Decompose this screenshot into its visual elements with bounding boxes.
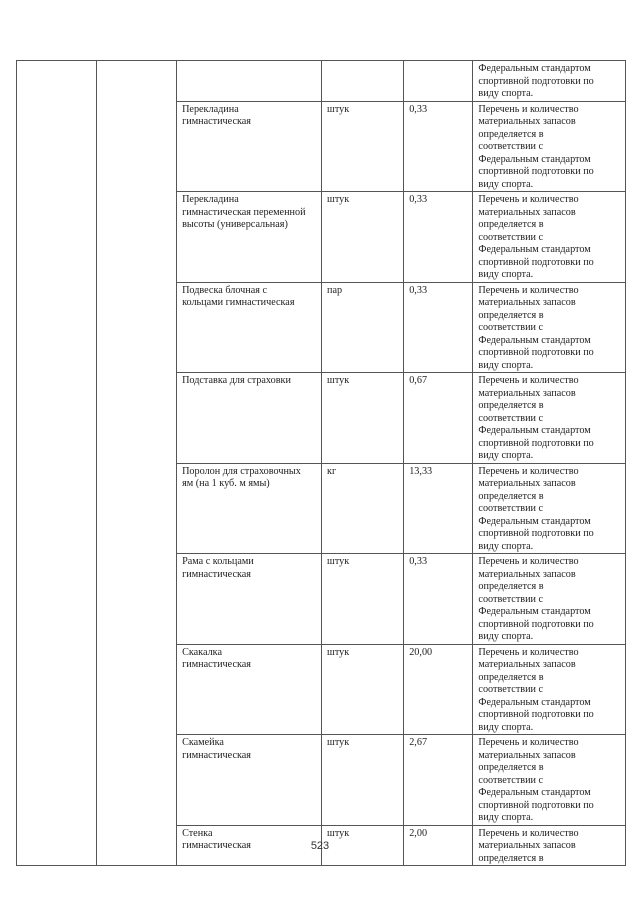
item-name-cell: Подвеска блочная с кольцами гимнастическая bbox=[177, 282, 322, 373]
merged-cell-col2 bbox=[97, 61, 177, 866]
unit-cell: кг bbox=[322, 463, 404, 554]
item-name-cell: Скакалка гимнастическая bbox=[177, 644, 322, 735]
quantity-cell: 0,33 bbox=[404, 554, 473, 645]
item-name-cell: Поролон для страховочных ям (на 1 куб. м ямы) bbox=[177, 463, 322, 554]
unit-cell: штук bbox=[322, 554, 404, 645]
note-cell: Перечень и количество материальных запасов определяется в соответствии с Федеральным стандартом спортивной подготовки по виду спорта. bbox=[473, 735, 626, 826]
unit-cell: штук bbox=[322, 192, 404, 283]
note-cell: Перечень и количество материальных запасов определяется в соответствии с Федеральным стандартом спортивной подготовки по виду спорта. bbox=[473, 282, 626, 373]
unit-cell: штук bbox=[322, 101, 404, 192]
item-name-cell: Подставка для страховки bbox=[177, 373, 322, 464]
quantity-cell: 0,67 bbox=[404, 373, 473, 464]
item-name-cell: Рама с кольцами гимнастическая bbox=[177, 554, 322, 645]
quantity-cell: 13,33 bbox=[404, 463, 473, 554]
note-cell: Перечень и количество материальных запасов определяется в соответствии с Федеральным стандартом спортивной подготовки по виду спорта. bbox=[473, 101, 626, 192]
item-name-cell: Скамейка гимнастическая bbox=[177, 735, 322, 826]
item-name-cell bbox=[177, 61, 322, 102]
quantity-cell: 0,33 bbox=[404, 101, 473, 192]
item-name-cell: Перекладина гимнастическая переменной высоты (универсальная) bbox=[177, 192, 322, 283]
unit-cell bbox=[322, 61, 404, 102]
quantity-cell: 20,00 bbox=[404, 644, 473, 735]
unit-cell: штук bbox=[322, 735, 404, 826]
note-cell: Перечень и количество материальных запасов определяется в соответствии с Федеральным стандартом спортивной подготовки по виду спорта. bbox=[473, 463, 626, 554]
note-cell: Перечень и количество материальных запасов определяется в соответствии с Федеральным стандартом спортивной подготовки по виду спорта. bbox=[473, 373, 626, 464]
item-name-cell: Перекладина гимнастическая bbox=[177, 101, 322, 192]
table-row bbox=[17, 61, 626, 102]
quantity-cell: 2,00 bbox=[404, 825, 473, 866]
quantity-cell: 2,67 bbox=[404, 735, 473, 826]
equipment-table bbox=[16, 60, 626, 866]
quantity-cell: 0,33 bbox=[404, 192, 473, 283]
unit-cell: штук bbox=[322, 373, 404, 464]
quantity-cell bbox=[404, 61, 473, 102]
note-cell: Перечень и количество материальных запасов определяется в соответствии с Федеральным стандартом спортивной подготовки по виду спорта. bbox=[473, 192, 626, 283]
note-cell: Перечень и количество материальных запасов определяется в bbox=[473, 825, 626, 866]
quantity-cell: 0,33 bbox=[404, 282, 473, 373]
note-cell: Федеральным стандартом спортивной подготовки по виду спорта. bbox=[473, 61, 626, 102]
page-number: 523 bbox=[310, 840, 330, 852]
unit-cell: пар bbox=[322, 282, 404, 373]
note-cell: Перечень и количество материальных запасов определяется в соответствии с Федеральным стандартом спортивной подготовки по виду спорта. bbox=[473, 644, 626, 735]
unit-cell: штук bbox=[322, 644, 404, 735]
item-name-cell: Стенка гимнастическая bbox=[177, 825, 322, 866]
unit-cell: штук bbox=[322, 825, 404, 866]
merged-cell-col1 bbox=[17, 61, 97, 866]
note-cell: Перечень и количество материальных запасов определяется в соответствии с Федеральным стандартом спортивной подготовки по виду спорта. bbox=[473, 554, 626, 645]
